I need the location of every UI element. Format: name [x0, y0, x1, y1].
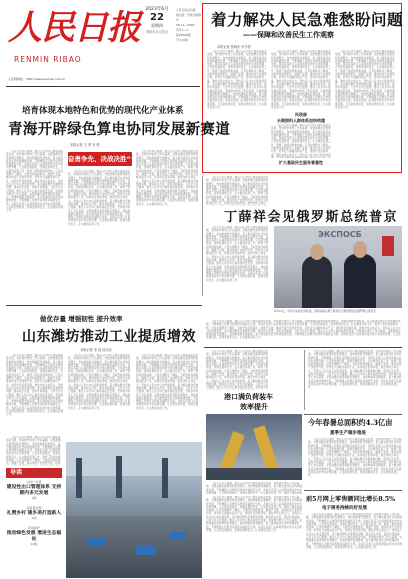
robot-caption: [206, 482, 302, 494]
shandong-col4: [206, 350, 270, 390]
lead-banner: [68, 152, 155, 166]
info-line: 今日20版: [176, 38, 188, 42]
right-subhead-2: 电子商务持续向好发展: [322, 506, 367, 511]
meeting-photo: [274, 226, 402, 308]
website[interactable]: 人民网网址：http://www.people.com.cn: [8, 77, 66, 81]
photo-crane: [76, 458, 82, 498]
column-divider: [304, 350, 305, 410]
sidebar-item-tag: 高质量发展: [26, 506, 42, 510]
sidebar-item-title: 礼赞乡村 建乡美打造新人: [6, 510, 62, 516]
meeting-body-col1: [206, 226, 270, 312]
section-rule: [204, 347, 402, 348]
sidebar-item-tag: 环境保护: [27, 526, 40, 530]
center-bottom-body: [206, 496, 302, 576]
lead-kicker: 培育体现本地特色和优势的现代化产业体系: [22, 106, 184, 116]
lead-body-col4: [206, 176, 270, 206]
sidebar-item[interactable]: [6, 526, 62, 546]
port-photo-title-2: 效率提升: [240, 402, 268, 411]
left-col-brief: [6, 436, 62, 466]
lunar-date: 癸卯年五月初五: [145, 30, 169, 34]
sidebar-item[interactable]: [6, 506, 62, 520]
right-headline-1[interactable]: 今年春暑总面积约4.3亿亩: [308, 418, 393, 427]
feature-top-box: [202, 3, 402, 173]
shandong-col2: [68, 354, 132, 434]
photo-floor: [206, 468, 302, 480]
photo-vehicle: [170, 532, 186, 539]
sidebar-item-page: 2版: [31, 516, 37, 520]
photo-vehicle: [88, 538, 106, 546]
photo-figure-right: [344, 254, 376, 308]
info-line: 代号1—1: [176, 28, 188, 32]
photo-crane: [116, 456, 122, 498]
banner-text: 奋勇争先、决战决胜“十四五”: [68, 155, 155, 163]
masthead: [0, 0, 200, 88]
feature-byline: 本报记者 张晓东 申少铁: [217, 45, 251, 49]
lead-byline: 本报记者 王 梦 乔 栋: [70, 143, 100, 147]
shandong-col1: [6, 354, 64, 434]
port-photo-title-1: 港口满负荷装车: [224, 392, 273, 401]
sidebar-list: [6, 480, 62, 546]
sidebar-item-title: 建设性出口管理体系 支持期内多元发展: [6, 484, 62, 496]
right-headline-2[interactable]: 前5月网上零售额同比增长8.5%: [306, 496, 396, 503]
photo-flag: [382, 236, 394, 256]
photo-sky: [66, 442, 202, 476]
feature-box-heading-1: [271, 112, 331, 124]
meeting-headline[interactable]: 丁薛祥会见俄罗斯总统普京: [224, 210, 399, 225]
right-col-body-2: [306, 513, 402, 575]
feature-body-col3: [335, 50, 397, 168]
right-subhead-1: 夏季生产稳步推进: [330, 431, 366, 436]
photo-arm: [220, 431, 245, 473]
photo-backdrop-text: ЭКСПОСБ: [318, 230, 362, 239]
right-col-body-top: [308, 350, 402, 410]
info-line: CN 11—0065: [176, 23, 195, 27]
photo-crane: [162, 458, 168, 498]
sidebar-item-page: 2版: [31, 496, 37, 500]
shandong-headline[interactable]: 山东潍坊推动工业提质增效: [22, 329, 196, 345]
masthead-rule: [6, 86, 200, 87]
box-title: 民政部: [295, 112, 307, 117]
feature-body-col2b: [271, 124, 331, 158]
feature-headline[interactable]: 着力解决人民急难愁盼问题: [211, 10, 404, 29]
info-line: 国内统一连续出版物号: [176, 13, 202, 22]
sidebar-label-text: 导读: [10, 469, 23, 476]
feature-body-col1: [207, 50, 267, 166]
lead-body-col3: [136, 150, 200, 302]
lead-body-col1: [6, 150, 64, 302]
date-block: [140, 6, 174, 34]
sidebar-label: [6, 468, 62, 478]
photo-vehicle: [136, 546, 156, 555]
photo-head-left: [310, 244, 324, 260]
shandong-byline: 本报记者 李 蕊 侯冰洁: [80, 348, 112, 352]
meeting-photo-caption: 6月21日，中共中央政治局常委、国务院副总理丁薛祥在圣彼得堡会见俄罗斯总统普京。: [274, 309, 379, 313]
publication-info: [176, 8, 202, 43]
photo-figure-left: [302, 256, 332, 308]
section-rule: [304, 490, 402, 491]
sidebar-item-title: 推动绿色发展 增进生态福祉: [6, 530, 62, 542]
left-sidebar-text: [6, 306, 58, 307]
date-day: 22: [150, 12, 164, 23]
feature-body-col2: [271, 50, 331, 110]
port-photo: [66, 442, 202, 578]
sidebar-item-page: 10版: [30, 542, 38, 546]
column-divider: [202, 176, 203, 296]
feature-box-heading-2: 扩大基础民生服务普惠性: [279, 160, 323, 165]
masthead-title-en: RENMIN RIBAO: [14, 55, 82, 64]
meeting-body-col2: [206, 320, 402, 344]
lead-headline[interactable]: 青海开辟绿色算电协同发展新赛道: [8, 121, 230, 138]
right-col-body-1: [308, 438, 402, 488]
info-line: 第26566期: [176, 33, 191, 37]
photo-road: [66, 516, 202, 578]
photo-head-right: [353, 241, 367, 258]
photo-arm: [253, 425, 279, 472]
date-year-month: 2023年6月: [145, 7, 169, 12]
masthead-title: 人民日报: [8, 8, 140, 48]
shandong-col3: [136, 354, 200, 434]
port-photo-heading: [224, 392, 314, 412]
section-rule: [304, 414, 402, 415]
weekday: 星期四: [151, 23, 163, 28]
box-subtitle: 长期照料人群体系加快构建: [277, 118, 325, 123]
sidebar-item[interactable]: [6, 480, 62, 500]
feature-subheadline: ——保障和改善民生工作观察: [243, 30, 334, 39]
lead-body-col2: [68, 170, 132, 302]
info-line: 人民日报社出版: [176, 8, 196, 12]
robot-photo: [206, 414, 302, 480]
sidebar-item-tag: 中国一东盟: [26, 480, 42, 484]
shandong-kicker: 做优存量 增强韧性 提升效率: [40, 315, 123, 323]
